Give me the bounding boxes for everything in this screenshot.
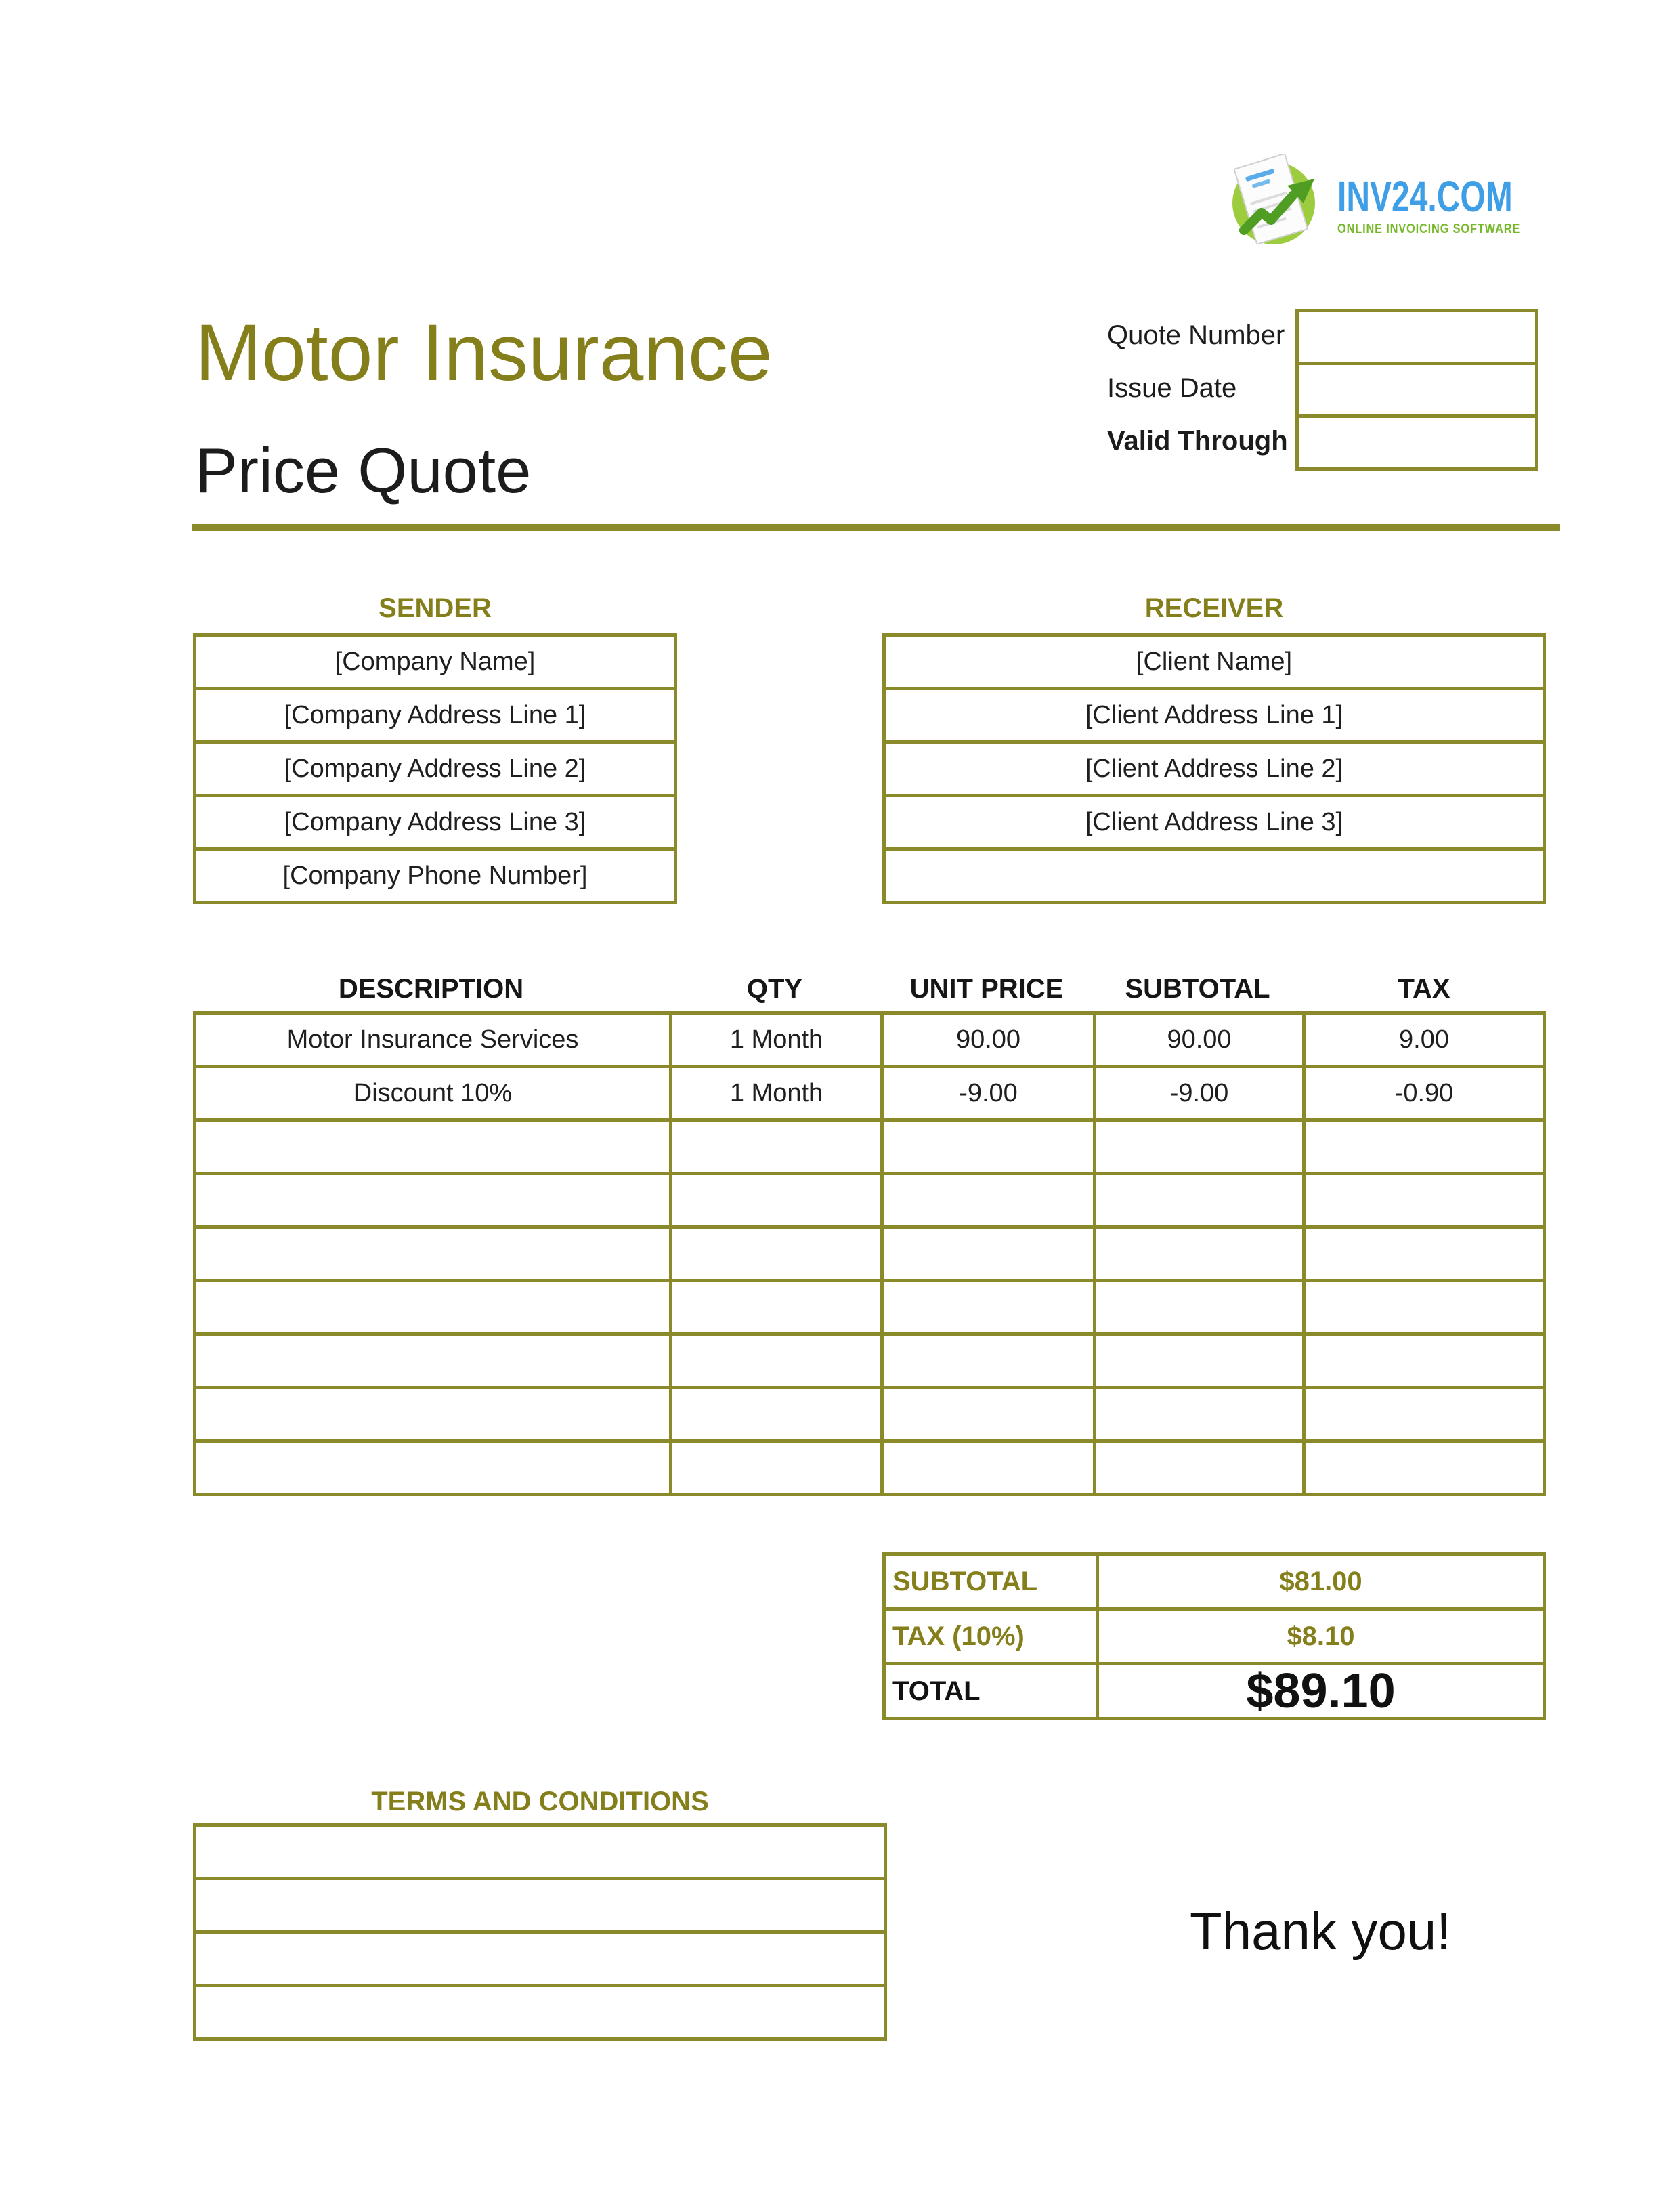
cell-qty <box>669 1122 880 1172</box>
cell-subtotal <box>1093 1389 1302 1439</box>
cell-description <box>196 1175 669 1225</box>
cell-subtotal <box>1093 1443 1302 1493</box>
summary-row-total <box>886 1662 1543 1717</box>
cell-subtotal: 90.00 <box>1093 1015 1302 1065</box>
receiver-heading: RECEIVER <box>1144 593 1284 623</box>
sender-company-name: [Company Name] <box>335 647 536 676</box>
sender-address-line-1: [Company Address Line 1] <box>196 687 674 740</box>
invoice-growth-arrow-icon <box>1229 154 1331 248</box>
cell-qty <box>669 1175 880 1225</box>
total-value: $89.10 <box>1096 1665 1543 1717</box>
table-row <box>196 1279 1543 1332</box>
terms-table <box>193 1823 887 2041</box>
cell-qty <box>669 1229 880 1279</box>
subtotal-label: SUBTOTAL <box>892 1566 1038 1596</box>
receiver-client-name: [Client Name] <box>1136 647 1293 676</box>
column-header-tax: TAX <box>1398 973 1450 1004</box>
logo-name: INV24.COM <box>1337 172 1513 221</box>
terms-row <box>196 1827 884 1877</box>
items-table-header <box>193 969 1546 1009</box>
receiver-table <box>882 633 1546 904</box>
table-row <box>196 1386 1543 1439</box>
table-row <box>196 1439 1543 1493</box>
cell-tax: 9.00 <box>1302 1015 1543 1065</box>
quote-meta-labels <box>1107 309 1288 467</box>
receiver-address-line-2: [Client Address Line 2] <box>886 740 1543 794</box>
thank-you-message: Thank you! <box>1190 1901 1451 1961</box>
tax-value: $8.10 <box>1096 1611 1543 1662</box>
document-title: Motor Insurance <box>195 308 773 398</box>
issue-date-field <box>1299 362 1535 414</box>
cell-description: Motor Insurance Services <box>286 1025 579 1054</box>
cell-subtotal <box>1093 1336 1302 1386</box>
cell-subtotal <box>1093 1282 1302 1332</box>
cell-tax <box>1302 1122 1543 1172</box>
cell-description <box>196 1229 669 1279</box>
cell-tax <box>1302 1282 1543 1332</box>
terms-row <box>196 1984 884 2037</box>
inv24-logo <box>1229 154 1571 248</box>
sender-table <box>193 633 677 904</box>
valid-through-field <box>1299 414 1535 467</box>
tax-label: TAX (10%) <box>892 1621 1025 1651</box>
receiver-empty-line <box>886 847 1543 901</box>
cell-unit-price: 90.00 <box>880 1015 1093 1065</box>
cell-unit-price <box>880 1229 1093 1279</box>
cell-qty <box>669 1336 880 1386</box>
terms-row <box>196 1930 884 1984</box>
cell-unit-price <box>880 1175 1093 1225</box>
logo-text <box>1337 154 1571 248</box>
cell-tax <box>1302 1175 1543 1225</box>
total-label: TOTAL <box>892 1676 981 1706</box>
terms-heading: TERMS AND CONDITIONS <box>371 1787 709 1816</box>
cell-qty <box>669 1282 880 1332</box>
cell-subtotal <box>1093 1122 1302 1172</box>
cell-tax <box>1302 1336 1543 1386</box>
terms-row <box>196 1877 884 1930</box>
document-subtitle: Price Quote <box>195 435 532 506</box>
cell-qty: 1 Month <box>669 1015 880 1065</box>
cell-unit-price <box>880 1282 1093 1332</box>
cell-description <box>196 1389 669 1439</box>
title-divider-line <box>192 524 1560 531</box>
cell-subtotal <box>1093 1229 1302 1279</box>
table-row <box>196 1065 1543 1118</box>
quote-number-label: Quote Number <box>1107 320 1285 350</box>
quote-number-field <box>1299 312 1535 362</box>
cell-tax <box>1302 1229 1543 1279</box>
issue-date-label: Issue Date <box>1107 373 1237 403</box>
cell-description <box>196 1336 669 1386</box>
summary-row-subtotal <box>886 1556 1543 1607</box>
receiver-address-line-1: [Client Address Line 1] <box>886 687 1543 740</box>
cell-description <box>196 1443 669 1493</box>
table-row <box>196 1015 1543 1065</box>
cell-subtotal <box>1093 1175 1302 1225</box>
cell-unit-price <box>880 1389 1093 1439</box>
quote-meta-fields <box>1295 309 1538 471</box>
cell-tax <box>1302 1443 1543 1493</box>
table-row <box>196 1225 1543 1279</box>
sender-address-line-3: [Company Address Line 3] <box>196 794 674 847</box>
cell-qty: 1 Month <box>669 1068 880 1118</box>
table-row <box>196 1172 1543 1225</box>
cell-subtotal: -9.00 <box>1093 1068 1302 1118</box>
subtotal-value: $81.00 <box>1096 1556 1543 1607</box>
column-header-unit-price: UNIT PRICE <box>909 973 1064 1004</box>
logo-tagline: ONLINE INVOICING SOFTWARE <box>1337 221 1521 236</box>
items-table <box>193 1011 1546 1496</box>
valid-through-label: Valid Through <box>1107 426 1288 456</box>
cell-tax <box>1302 1389 1543 1439</box>
column-header-subtotal: SUBTOTAL <box>1125 973 1270 1004</box>
cell-qty <box>669 1443 880 1493</box>
sender-address-line-2: [Company Address Line 2] <box>196 740 674 794</box>
receiver-address-line-3: [Client Address Line 3] <box>886 794 1543 847</box>
sender-heading: SENDER <box>379 593 492 623</box>
cell-description <box>196 1282 669 1332</box>
cell-tax: -0.90 <box>1302 1068 1543 1118</box>
cell-description: Discount 10% <box>353 1078 513 1107</box>
column-header-description: DESCRIPTION <box>338 973 524 1004</box>
cell-unit-price <box>880 1443 1093 1493</box>
cell-unit-price <box>880 1122 1093 1172</box>
table-row <box>196 1118 1543 1172</box>
column-header-qty: QTY <box>746 973 803 1004</box>
cell-description <box>196 1122 669 1172</box>
totals-summary-table <box>882 1552 1546 1720</box>
sender-phone-number: [Company Phone Number] <box>196 847 674 901</box>
table-row <box>196 1332 1543 1386</box>
cell-unit-price: -9.00 <box>880 1068 1093 1118</box>
cell-qty <box>669 1389 880 1439</box>
cell-unit-price <box>880 1336 1093 1386</box>
summary-row-tax <box>886 1607 1543 1662</box>
